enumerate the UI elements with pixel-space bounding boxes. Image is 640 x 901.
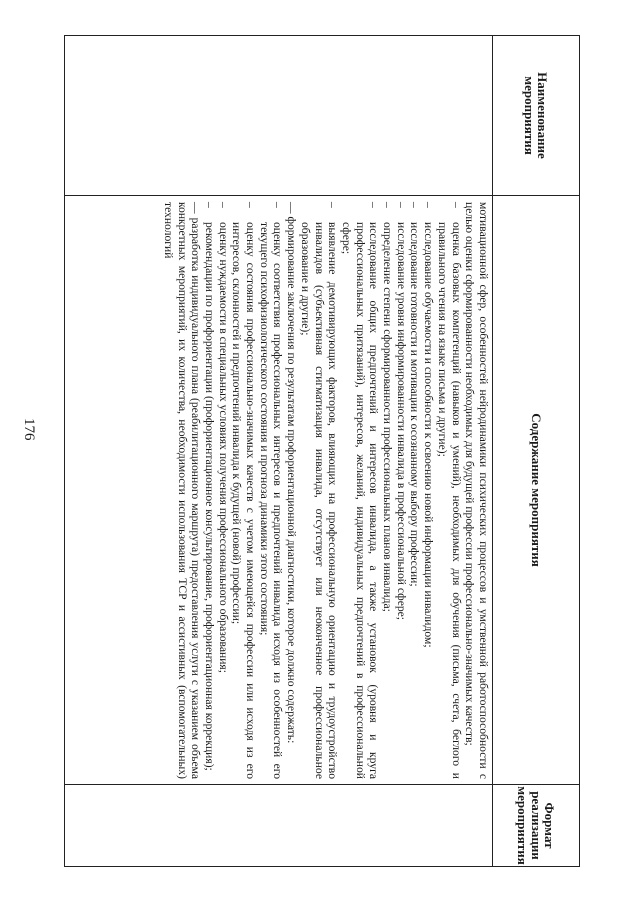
dash-marker: – (244, 202, 258, 208)
content-list-item-text: оценку соответствия профессиональных интересов и предпочтений инвалида исходя из особенностей его текущего психофизиологического состояния и прогноза динамики этого состояния; (257, 222, 285, 779)
dash-marker: – (326, 202, 340, 208)
content-list-item (339, 202, 380, 779)
content-list-item-text: рекомендации по профориентации (профориентационное консультирование, профориентационная коррекция); (202, 222, 216, 771)
content-list-item (408, 202, 422, 779)
content-list-item (230, 202, 257, 779)
table-row (65, 36, 493, 867)
content-list-item-text: исследование общих предпочтений и интересов инвалида, а также установок (уровня и круга профессиональных притязаний), интересов, желаний, индивидуальных предпочтений в профессиональной сфере; (339, 222, 381, 779)
content-list-item-text: оценка базовых компетенций (навыков и умений), необходимых для обучения (письма, счета, беглого и правильного чтения на языке письма и другие); (435, 222, 463, 779)
content-list-item (257, 202, 284, 779)
content-list-item-text: определение степени сформированности профессиональных планов инвалида; (381, 222, 395, 612)
header-measure-name: Наименование мероприятия (493, 36, 580, 196)
dash-marker: – (271, 202, 285, 208)
cell-measure-name (65, 36, 493, 196)
dash-marker: – (394, 202, 408, 208)
page-number: 176 (21, 418, 37, 441)
cell-measure-content (65, 196, 493, 785)
header-measure-format: Формат реализации мероприятия (493, 785, 580, 867)
rotated-page-content (64, 35, 580, 866)
measure-content-text (161, 196, 492, 784)
content-list-item-text: выявление демотивирующих факторов, влияющих на профессиональную ориентацию и трудоустройство инвалидов (субъективная стигматизация инвалида, отсутствует или неоконченное профессиональное образование и другие); (298, 222, 340, 779)
measures-table (64, 35, 580, 867)
dash-marker: – (422, 202, 436, 208)
content-list-item-text: исследование уровня информированности инвалида в профессиональной сфере; (394, 222, 408, 621)
content-paragraph: — формирование заключения по результатам профориентационной диагностики, которое должно содержать: (285, 202, 299, 744)
content-paragraph: — разработка индивидуального плана (реабилитационного маршрута) предоставления услуги с указанием объема конкретных мероприятий, их количества, необходимости использования ТСР и ассистивных (вспомогательных) технологий (161, 202, 203, 779)
content-list-item (421, 202, 435, 779)
content-list-item-text: оценку нуждаемости в специальных условиях получения профессионального образования; (216, 222, 230, 673)
dash-marker: – (202, 202, 216, 208)
content-list-item (380, 202, 394, 779)
dash-marker: – (216, 202, 230, 208)
dash-marker: – (449, 202, 463, 208)
content-list-item-text: исследование обучаемости и способности к освоению новой информации инвалидом; (422, 222, 436, 648)
content-list-item-text: оценку состояния профессионально-значимых качеств с учетом имеющейся профессии или исходя из его интересов, склонностей и предпочтений инвалида к будущей (новой) профессии; (230, 222, 258, 779)
dash-marker: – (381, 202, 395, 208)
cell-measure-format (65, 785, 493, 867)
content-list-item (216, 202, 230, 779)
header-measure-content: Содержание мероприятия (493, 196, 580, 785)
content-list-item (202, 202, 216, 779)
content-paragraph: мотивационной сфер, особенностей нейродинамики психических процессов и умственной работоспособности с целью оценки сформированности необходимых для будущей профессии профессионально-значимых качеств; (463, 202, 490, 779)
dash-marker: – (367, 202, 381, 208)
content-list-item-text: исследование готовности и мотивации к осознанному выбору профессии; (408, 222, 422, 587)
content-list-item (298, 202, 339, 779)
table-header-row (493, 36, 580, 867)
dash-marker: – (408, 202, 422, 208)
content-list-item (394, 202, 408, 779)
content-list-item (435, 202, 462, 779)
